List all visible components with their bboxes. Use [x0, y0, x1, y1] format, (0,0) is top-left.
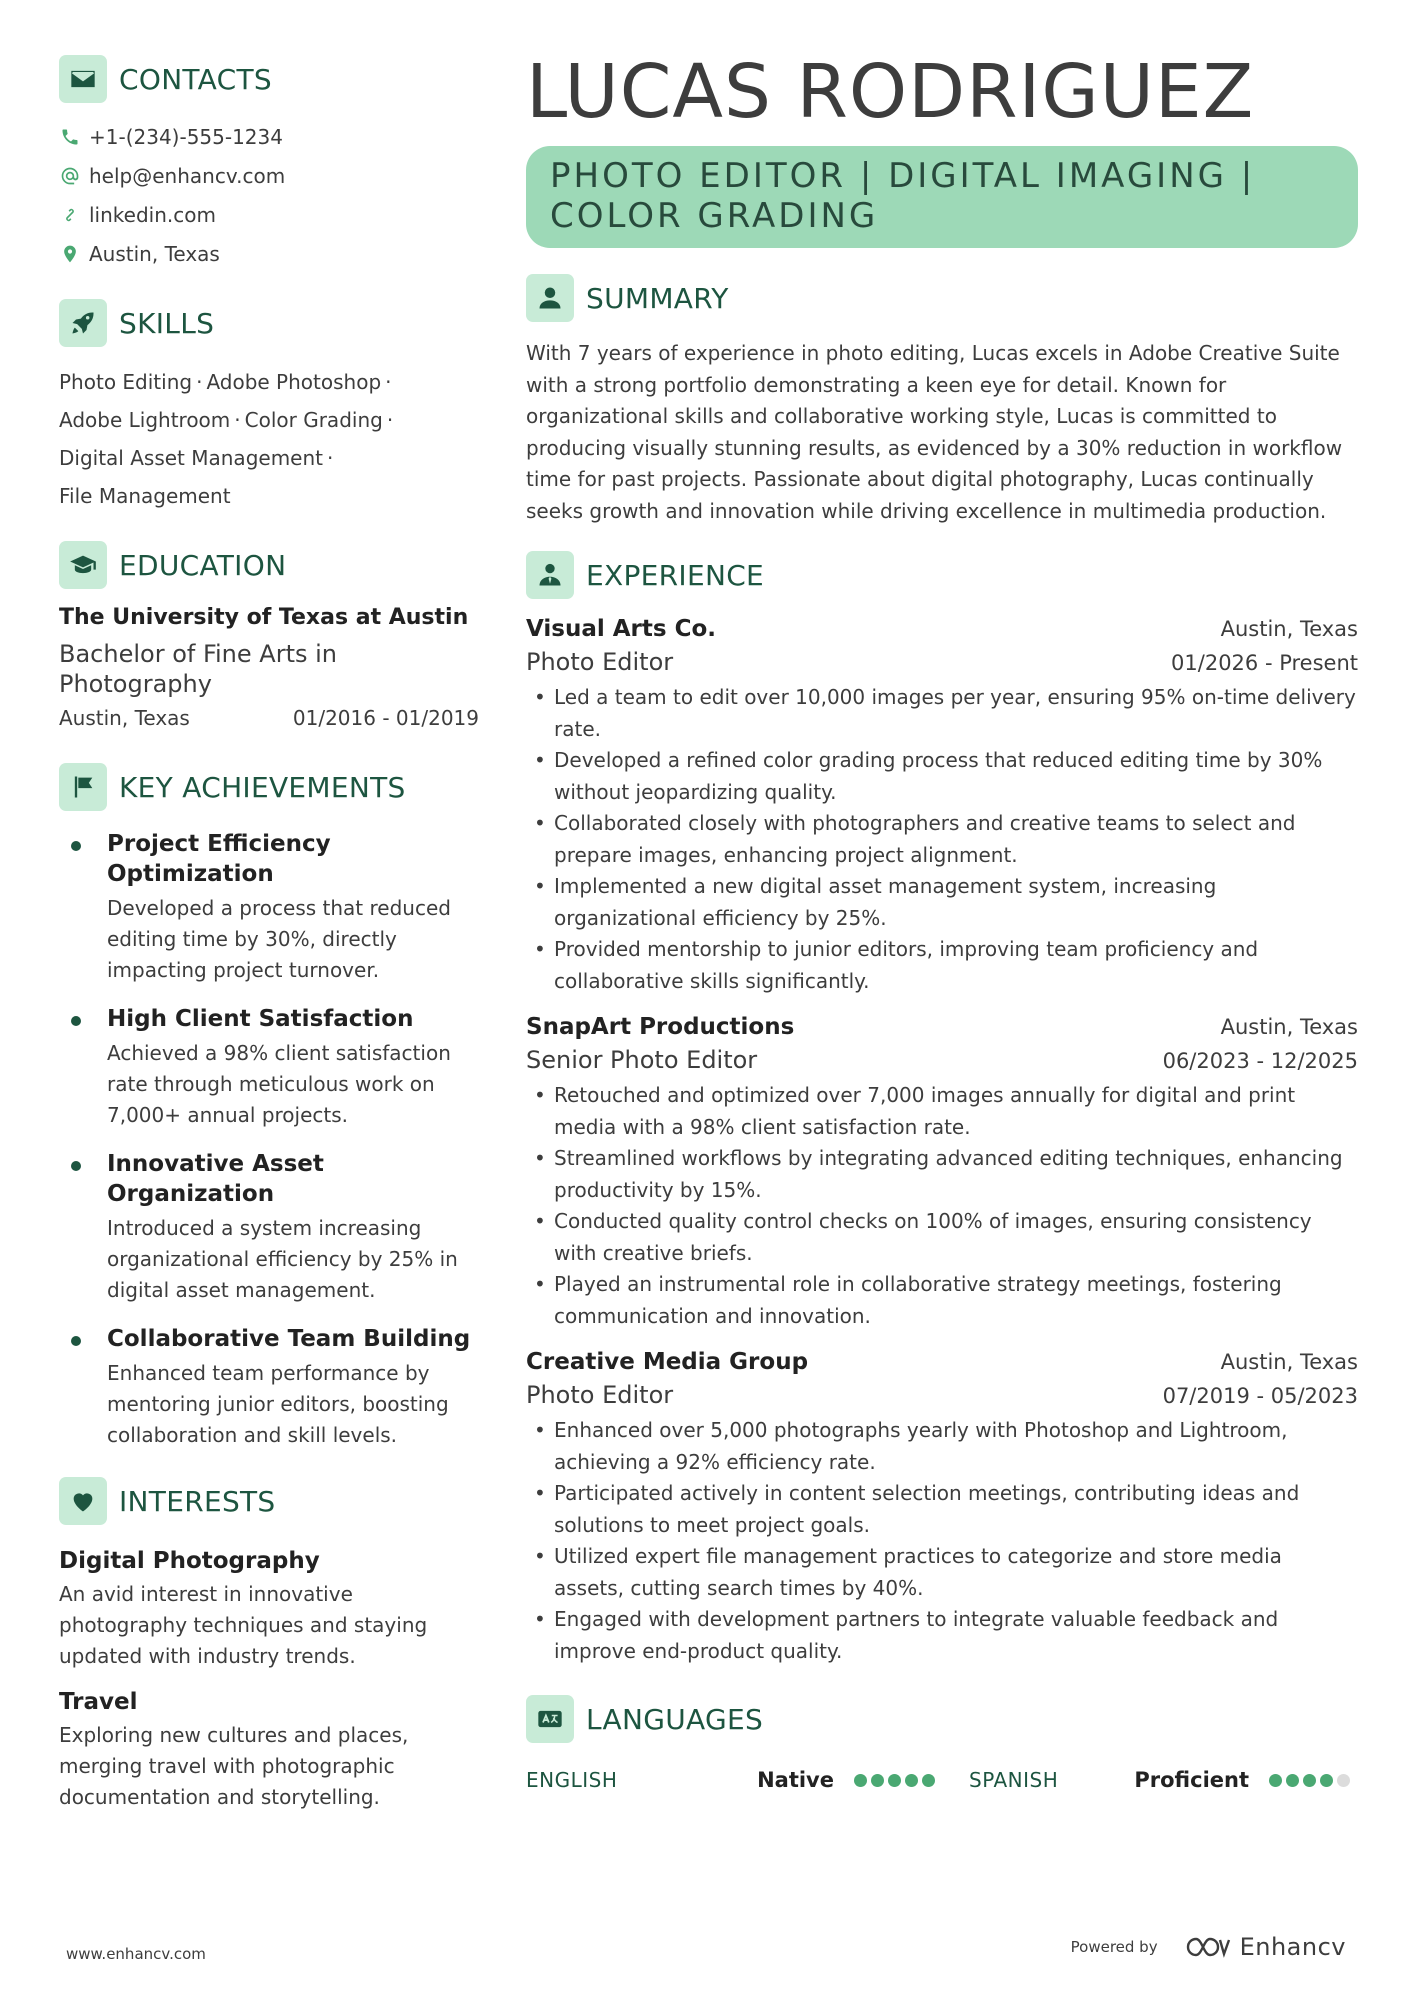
- achievement-desc: Enhanced team performance by mentoring junior editors, boosting collaboration and skill levels.: [107, 1361, 449, 1447]
- job-dates: 01/2026 - Present: [1171, 651, 1358, 675]
- flag-icon: [59, 763, 107, 811]
- interests-header: [59, 1477, 479, 1525]
- job-bullet: • Retouched and optimized over 7,000 images annually for digital and print media with a 98% client satisfaction rate.: [526, 1080, 1358, 1143]
- job-bullet: • Conducted quality control checks on 100% of images, ensuring consistency with creative briefs.: [526, 1206, 1358, 1269]
- achievement-title: Innovative Asset Organization: [107, 1151, 324, 1207]
- language-rating: [854, 1774, 935, 1787]
- interest-item: [59, 1545, 479, 1672]
- envelope-icon: [59, 55, 107, 103]
- job-location: Austin, Texas: [1220, 1015, 1358, 1039]
- job-bullet: • Enhanced over 5,000 photographs yearly with Photoshop and Lightroom, achieving a 92% efficiency rate.: [526, 1415, 1358, 1478]
- powered-by-label: Powered by: [1070, 1938, 1158, 1956]
- job-title-banner: PHOTO EDITOR | DIGITAL IMAGING | COLOR GRADING: [526, 146, 1358, 248]
- job-role: Photo Editor: [526, 1381, 674, 1409]
- phone-icon: [59, 126, 81, 148]
- skills-header: [59, 299, 479, 347]
- interests-section: [59, 1477, 479, 1813]
- graduation-cap-icon: [59, 541, 107, 589]
- interest-title: Digital Photography: [59, 1548, 320, 1574]
- link-icon: [59, 204, 81, 226]
- contact-email-text: help@enhancv.com: [89, 163, 286, 188]
- education-title: EDUCATION: [119, 548, 287, 582]
- job-bullets: [526, 682, 1358, 997]
- job-bullet: • Implemented a new digital asset management system, increasing organizational efficiency by 25%.: [526, 871, 1358, 934]
- achievement-item: [59, 1149, 479, 1306]
- location-pin-icon: [59, 243, 81, 265]
- languages-title: LANGUAGES: [586, 1702, 764, 1736]
- candidate-name: LUCAS RODRIGUEZ: [526, 49, 1255, 135]
- rating-dot-filled: [1269, 1774, 1282, 1787]
- job-bullet: • Engaged with development partners to integrate valuable feedback and improve end-product quality.: [526, 1604, 1358, 1667]
- experience-title: EXPERIENCE: [586, 558, 765, 592]
- achievement-title: Collaborative Team Building: [107, 1326, 471, 1352]
- contact-linkedin-text: linkedin.com: [89, 202, 216, 227]
- job-dates: 06/2023 - 12/2025: [1162, 1049, 1358, 1073]
- contact-linkedin[interactable]: [59, 195, 479, 234]
- languages-list: [526, 1765, 1358, 1795]
- rating-dot-filled: [1320, 1774, 1333, 1787]
- user-tie-icon: [526, 551, 574, 599]
- footer-website[interactable]: www.enhancv.com: [66, 1945, 206, 1963]
- job-bullet: • Developed a refined color grading process that reduced editing time by 30% without jeopardizing quality.: [526, 745, 1358, 808]
- footer-branding: [1071, 1933, 1346, 1961]
- summary-section: [526, 274, 1358, 527]
- education-dates: 01/2016 - 01/2019: [292, 706, 479, 730]
- contacts-title: CONTACTS: [119, 62, 272, 96]
- education-section: [59, 541, 479, 733]
- rating-dot-filled: [888, 1774, 901, 1787]
- summary-title: SUMMARY: [586, 281, 729, 315]
- contact-phone[interactable]: [59, 117, 479, 156]
- rating-dot-filled: [922, 1774, 935, 1787]
- skill-item: Adobe Photoshop: [206, 370, 382, 394]
- job-bullet: • Participated actively in content selection meetings, contributing ideas and solutions to meet project goals.: [526, 1478, 1358, 1541]
- skill-item: File Management: [59, 484, 231, 508]
- language-level: Proficient: [1134, 1768, 1249, 1792]
- contact-location-text: Austin, Texas: [89, 241, 220, 266]
- contact-email[interactable]: [59, 156, 479, 195]
- achievements-title: KEY ACHIEVEMENTS: [119, 770, 406, 804]
- experience-section: [526, 551, 1358, 1667]
- contacts-section: [59, 55, 479, 273]
- job-entry: [526, 1346, 1358, 1667]
- achievement-desc: Achieved a 98% client satisfaction rate through meticulous work on 7,000+ annual projects.: [107, 1041, 451, 1127]
- skill-item: Color Grading: [244, 408, 383, 432]
- at-icon: [59, 165, 81, 187]
- job-bullet: • Utilized expert file management practices to categorize and store media assets, cutting search times by 40%.: [526, 1541, 1358, 1604]
- achievement-item: [59, 1004, 479, 1131]
- achievement-desc: Introduced a system increasing organizational efficiency by 25% in digital asset management.: [107, 1216, 458, 1302]
- job-entry: [526, 613, 1358, 997]
- enhancv-logo-icon: [1184, 1934, 1232, 1960]
- left-column: [59, 55, 479, 1813]
- enhancv-logo[interactable]: [1184, 1933, 1346, 1961]
- interest-title: Travel: [59, 1689, 138, 1715]
- education-school: The University of Texas at Austin: [59, 605, 469, 630]
- language-name: ENGLISH: [526, 1768, 618, 1792]
- skills-list: Photo Editing · Adobe Photoshop · Adobe Lightroom · Color Grading · Digital Asset Management · File Management: [59, 370, 394, 508]
- rocket-icon: [59, 299, 107, 347]
- achievement-title: High Client Satisfaction: [107, 1006, 414, 1032]
- languages-header: [526, 1695, 1358, 1743]
- contacts-header: [59, 55, 479, 103]
- interest-desc: Exploring new cultures and places, merging travel with photographic documentation and storytelling.: [59, 1723, 409, 1809]
- rating-dot-filled: [905, 1774, 918, 1787]
- contact-phone-text: +1-(234)-555-1234: [89, 124, 283, 149]
- interests-title: INTERESTS: [119, 1484, 276, 1518]
- education-degree: Bachelor of Fine Arts in Photography: [59, 640, 337, 698]
- skills-title: SKILLS: [119, 306, 215, 340]
- experience-header: [526, 551, 1358, 599]
- job-company: Visual Arts Co.: [526, 616, 717, 642]
- job-entry: [526, 1011, 1358, 1332]
- skills-section: [59, 299, 479, 515]
- languages-section: [526, 1695, 1358, 1795]
- interest-desc: An avid interest in innovative photography techniques and staying updated with industry trends.: [59, 1582, 428, 1668]
- job-bullet: • Played an instrumental role in collaborative strategy meetings, fostering communication and innovation.: [526, 1269, 1358, 1332]
- job-location: Austin, Texas: [1220, 617, 1358, 641]
- language-item: [526, 1768, 935, 1792]
- job-role: Photo Editor: [526, 648, 674, 676]
- job-bullet: • Streamlined workflows by integrating advanced editing techniques, enhancing productivity by 15%.: [526, 1143, 1358, 1206]
- job-bullet: • Provided mentorship to junior editors, improving team proficiency and collaborative skills significantly.: [526, 934, 1358, 997]
- job-bullet: • Led a team to edit over 10,000 images per year, ensuring 95% on-time delivery rate.: [526, 682, 1358, 745]
- translate-icon: [526, 1695, 574, 1743]
- rating-dot-filled: [1303, 1774, 1316, 1787]
- achievements-header: [59, 763, 479, 811]
- achievements-section: [59, 763, 479, 1451]
- education-header: [59, 541, 479, 589]
- contact-location: [59, 234, 479, 273]
- job-dates: 07/2019 - 05/2023: [1162, 1384, 1358, 1408]
- rating-dot-filled: [854, 1774, 867, 1787]
- achievement-title: Project Efficiency Optimization: [107, 831, 331, 887]
- rating-dot-empty: [1337, 1774, 1350, 1787]
- education-meta: [59, 703, 479, 733]
- language-item: [969, 1768, 1350, 1792]
- achievement-item: [59, 829, 479, 986]
- enhancv-logo-text: Enhancv: [1239, 1933, 1346, 1961]
- user-icon: [526, 274, 574, 322]
- job-role: Senior Photo Editor: [526, 1046, 758, 1074]
- language-name: SPANISH: [969, 1768, 1059, 1792]
- rating-dot-filled: [1286, 1774, 1299, 1787]
- skill-item: Digital Asset Management: [59, 446, 323, 470]
- language-level: Native: [757, 1768, 834, 1792]
- job-bullets: [526, 1080, 1358, 1332]
- summary-header: [526, 274, 1358, 322]
- interest-item: [59, 1686, 479, 1813]
- heart-icon: [59, 1477, 107, 1525]
- job-bullet: • Collaborated closely with photographers and creative teams to select and prepare images, enhancing project alignment.: [526, 808, 1358, 871]
- summary-text: With 7 years of experience in photo editing, Lucas excels in Adobe Creative Suite with a strong portfolio demonstrating a keen eye for detail. Known for organizational skills and collaborative working style, Lucas is committed to producing visually stunning results, as evidenced by a 30% reduction in workflow time for past projects. Passionate about digital photography, Lucas continually seeks growth and innovation while driving excellence in multimedia production.: [526, 341, 1343, 523]
- achievement-item: [59, 1324, 479, 1451]
- skill-item: Photo Editing: [59, 370, 193, 394]
- skill-item: Adobe Lightroom: [59, 408, 231, 432]
- job-bullets: [526, 1415, 1358, 1667]
- job-location: Austin, Texas: [1220, 1350, 1358, 1374]
- right-column: [526, 48, 1358, 1795]
- language-rating: [1269, 1774, 1350, 1787]
- achievement-desc: Developed a process that reduced editing time by 30%, directly impacting project turnover.: [107, 896, 451, 982]
- education-location: Austin, Texas: [59, 706, 190, 730]
- job-company: Creative Media Group: [526, 1349, 809, 1375]
- rating-dot-filled: [871, 1774, 884, 1787]
- job-company: SnapArt Productions: [526, 1014, 795, 1040]
